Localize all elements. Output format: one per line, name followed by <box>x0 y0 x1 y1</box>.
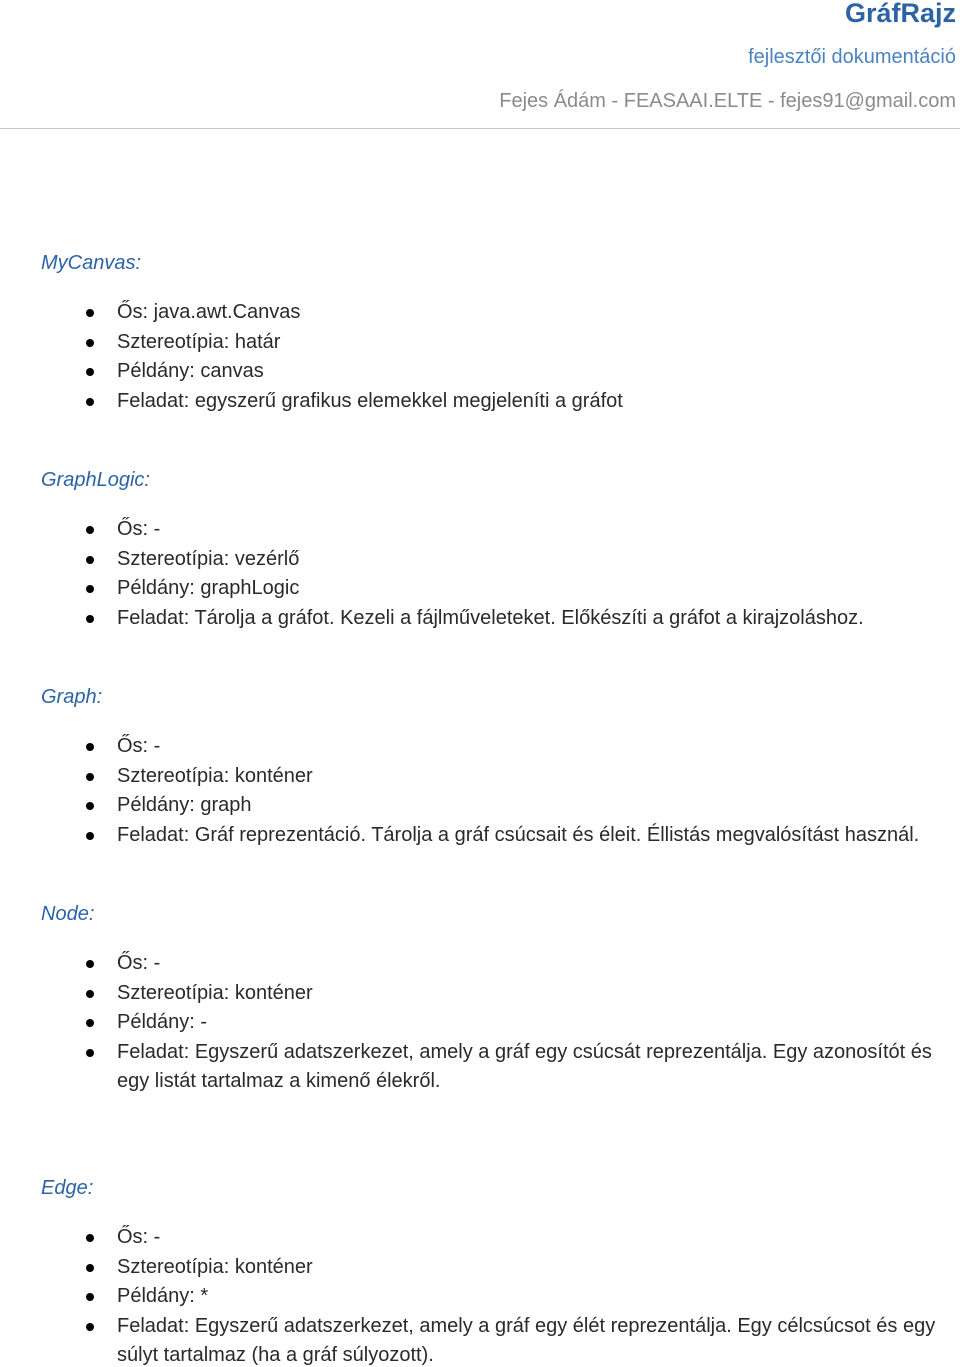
list-item <box>41 1253 960 1283</box>
list-item <box>41 949 960 979</box>
list-item-text: Sztereotípia: konténer <box>117 981 313 1004</box>
section-graphlogic <box>41 467 960 629</box>
list-item <box>41 515 960 545</box>
bullet-icon <box>86 1293 94 1301</box>
bullet-list <box>41 515 960 633</box>
list-item-text: Példány: canvas <box>117 360 264 382</box>
bullet-icon <box>86 615 94 623</box>
list-item <box>41 357 960 387</box>
list-item <box>41 1312 960 1367</box>
header-divider <box>0 128 960 129</box>
list-item <box>41 979 960 1009</box>
bullet-icon <box>86 1019 94 1027</box>
list-item-text: Feladat: Gráf reprezentáció. Tárolja a gráf csúcsait és éleit. Éllistás megvalósítást használ. <box>117 823 920 846</box>
list-item-text: Példány: * <box>117 1285 209 1307</box>
list-item-text: Sztereotípia: határ <box>117 330 281 353</box>
bullet-icon <box>86 1264 94 1272</box>
document-title: GráfRajz <box>844 0 956 28</box>
bullet-icon <box>86 990 94 998</box>
list-item-text: Sztereotípia: konténer <box>117 764 313 787</box>
bullet-icon <box>86 802 94 810</box>
bullet-icon <box>86 1323 94 1331</box>
bullet-icon <box>86 556 94 564</box>
bullet-icon <box>86 398 94 406</box>
bullet-icon <box>86 960 94 968</box>
list-item <box>41 1223 960 1253</box>
list-item-text: Ős: - <box>117 518 161 540</box>
bullet-list <box>41 732 960 850</box>
list-item <box>41 732 960 762</box>
bullet-icon <box>86 526 94 534</box>
bullet-icon <box>86 585 94 593</box>
document-header <box>256 0 956 114</box>
list-item <box>41 604 960 634</box>
list-item-text: Sztereotípia: konténer <box>117 1255 313 1278</box>
list-item <box>41 762 960 792</box>
section-heading: Edge: <box>41 1177 94 1199</box>
bullet-icon <box>86 1049 94 1057</box>
document-author-line: Fejes Ádám - FEASAAI.ELTE - fejes91@gmail.com <box>499 90 956 112</box>
list-item <box>41 545 960 575</box>
bullet-icon <box>86 368 94 376</box>
list-item-text: Feladat: Tárolja a gráfot. Kezeli a fájlműveleteket. Előkészíti a gráfot a kirajzoláshoz. <box>117 606 864 629</box>
bullet-list <box>41 298 960 416</box>
list-item-text: Sztereotípia: vezérlő <box>117 547 300 570</box>
list-item <box>41 1008 960 1038</box>
list-item-text: Példány: - <box>117 1011 208 1033</box>
section-heading: Node: <box>41 903 95 925</box>
list-item <box>41 821 960 851</box>
section-node <box>41 901 960 1092</box>
bullet-icon <box>86 339 94 347</box>
document-subtitle: fejlesztői dokumentáció <box>748 46 956 68</box>
section-heading: GraphLogic: <box>41 469 150 491</box>
section-edge <box>41 1175 960 1366</box>
section-heading: Graph: <box>41 686 103 708</box>
list-item <box>41 791 960 821</box>
bullet-icon <box>86 743 94 751</box>
list-item-text: Példány: graphLogic <box>117 577 300 599</box>
bullet-icon <box>86 309 94 317</box>
section-graph <box>41 684 960 846</box>
list-item-text: Ős: - <box>117 1226 161 1248</box>
list-item-text: Ős: - <box>117 735 161 757</box>
bullet-icon <box>86 1234 94 1242</box>
list-item <box>41 574 960 604</box>
list-item-text: Ős: - <box>117 952 161 974</box>
list-item-text: Feladat: Egyszerű adatszerkezet, amely a gráf egy csúcsát reprezentálja. Egy azonosítót és egy listát tartalmaz a kimenő élekről. <box>117 1040 932 1092</box>
section-mycanvas <box>41 250 960 412</box>
bullet-list <box>41 949 960 1097</box>
list-item <box>41 1038 960 1097</box>
bullet-icon <box>86 832 94 840</box>
list-item-text: Feladat: egyszerű grafikus elemekkel megjeleníti a gráfot <box>117 389 623 412</box>
list-item-text: Ős: java.awt.Canvas <box>117 301 301 323</box>
list-item <box>41 1282 960 1312</box>
bullet-icon <box>86 773 94 781</box>
bullet-list <box>41 1223 960 1367</box>
list-item-text: Példány: graph <box>117 794 252 816</box>
list-item <box>41 298 960 328</box>
list-item <box>41 387 960 417</box>
section-heading: MyCanvas: <box>41 252 142 274</box>
list-item <box>41 328 960 358</box>
list-item-text: Feladat: Egyszerű adatszerkezet, amely a gráf egy élét reprezentálja. Egy célcsúcsot és egy súlyt tartalmaz (ha a gráf súlyozott). <box>117 1314 936 1366</box>
